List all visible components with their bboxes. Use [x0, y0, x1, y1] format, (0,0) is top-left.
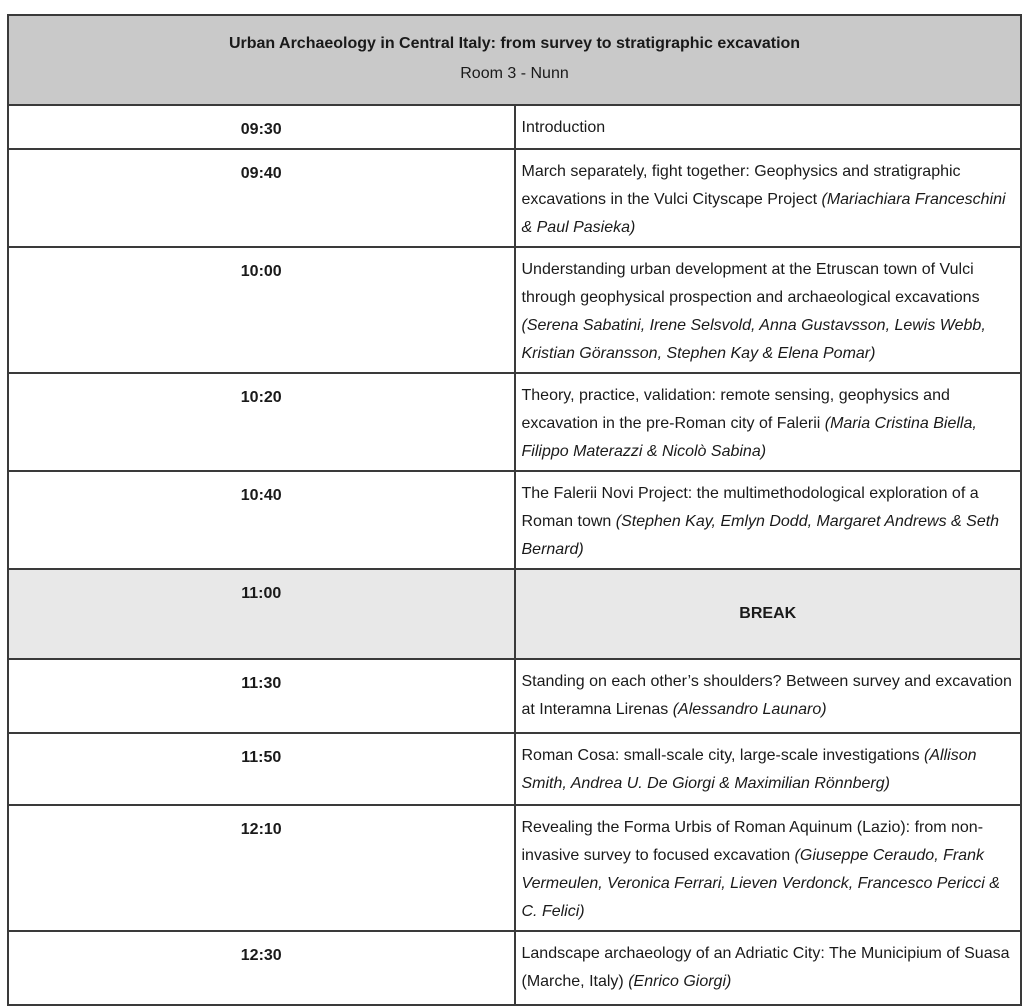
talk-cell — [515, 247, 1022, 373]
table-row — [8, 149, 1021, 247]
talk-authors: (Giuseppe Ceraudo, Frank Vermeulen, Veronica Ferrari, Lieven Verdonck, Francesco Pericci & C. Felici) — [521, 847, 1000, 920]
talk-cell — [515, 373, 1022, 471]
talk-title: Understanding urban development at the Etruscan town of Vulci through geophysical prospection and archaeological excavations — [521, 261, 980, 306]
talk-title: The Falerii Novi Project: the multimethodological exploration of a Roman town — [521, 485, 979, 530]
talk-title: Revealing the Forma Urbis of Roman Aquinum (Lazio): from non-invasive survey to focused excavation — [521, 819, 984, 864]
time-cell: 12:30 — [8, 931, 515, 1005]
talk-authors: (Enrico Giorgi) — [628, 973, 732, 990]
time-cell: 10:40 — [8, 471, 515, 569]
time-cell: 11:30 — [8, 659, 515, 733]
table-row — [8, 247, 1021, 373]
time-cell: 11:50 — [8, 733, 515, 805]
talk-cell — [515, 471, 1022, 569]
talk-cell — [515, 149, 1022, 247]
table-row — [8, 805, 1021, 931]
talk-title: March separately, fight together: Geophysics and stratigraphic excavations in the Vulci Cityscape Project — [521, 163, 961, 208]
talk-cell — [515, 659, 1022, 733]
table-row — [8, 659, 1021, 733]
table-row — [8, 105, 1021, 149]
table-row — [8, 733, 1021, 805]
room-label: Room 3 - Nunn — [460, 65, 569, 82]
time-cell: 11:00 — [8, 569, 515, 659]
time-cell: 09:40 — [8, 149, 515, 247]
time-cell: 12:10 — [8, 805, 515, 931]
talk-authors: (Stephen Kay, Emlyn Dodd, Margaret Andrews & Seth Bernard) — [521, 513, 1000, 558]
time-cell: 09:30 — [8, 105, 515, 149]
talk-cell — [515, 733, 1022, 805]
talk-authors: (Alessandro Launaro) — [672, 701, 827, 718]
schedule-table — [7, 14, 1022, 1006]
schedule-document — [7, 14, 1022, 1006]
talk-title: Standing on each other’s shoulders? Between survey and excavation at Interamna Lirenas — [521, 673, 1012, 718]
table-row — [8, 373, 1021, 471]
time-cell: 10:20 — [8, 373, 515, 471]
talk-title: Introduction — [521, 119, 606, 136]
talk-cell — [515, 105, 1022, 149]
talk-authors: (Maria Cristina Biella, Filippo Materazzi & Nicolò Sabina) — [521, 415, 977, 460]
header-row — [8, 15, 1021, 105]
table-row — [8, 471, 1021, 569]
table-row — [8, 931, 1021, 1005]
break-label: BREAK — [515, 569, 1022, 659]
talk-title: Roman Cosa: small-scale city, large-scale investigations — [521, 747, 920, 764]
talk-authors: (Serena Sabatini, Irene Selsvold, Anna Gustavsson, Lewis Webb, Kristian Göransson, Stephen Kay & Elena Pomar) — [521, 317, 986, 362]
session-title: Urban Archaeology in Central Italy: from survey to stratigraphic excavation — [228, 35, 801, 52]
talk-cell — [515, 805, 1022, 931]
talk-title: Theory, practice, validation: remote sensing, geophysics and excavation in the pre-Roman city of Falerii — [521, 387, 950, 432]
talk-cell — [515, 931, 1022, 1005]
time-cell: 10:00 — [8, 247, 515, 373]
break-row — [8, 569, 1021, 659]
talk-title: Landscape archaeology of an Adriatic City: The Municipium of Suasa (Marche, Italy) — [521, 945, 1010, 990]
talk-authors: (Mariachiara Franceschini & Paul Pasieka) — [521, 191, 1006, 236]
header-cell — [8, 15, 1021, 105]
talk-authors: (Allison Smith, Andrea U. De Giorgi & Maximilian Rönnberg) — [521, 747, 977, 792]
